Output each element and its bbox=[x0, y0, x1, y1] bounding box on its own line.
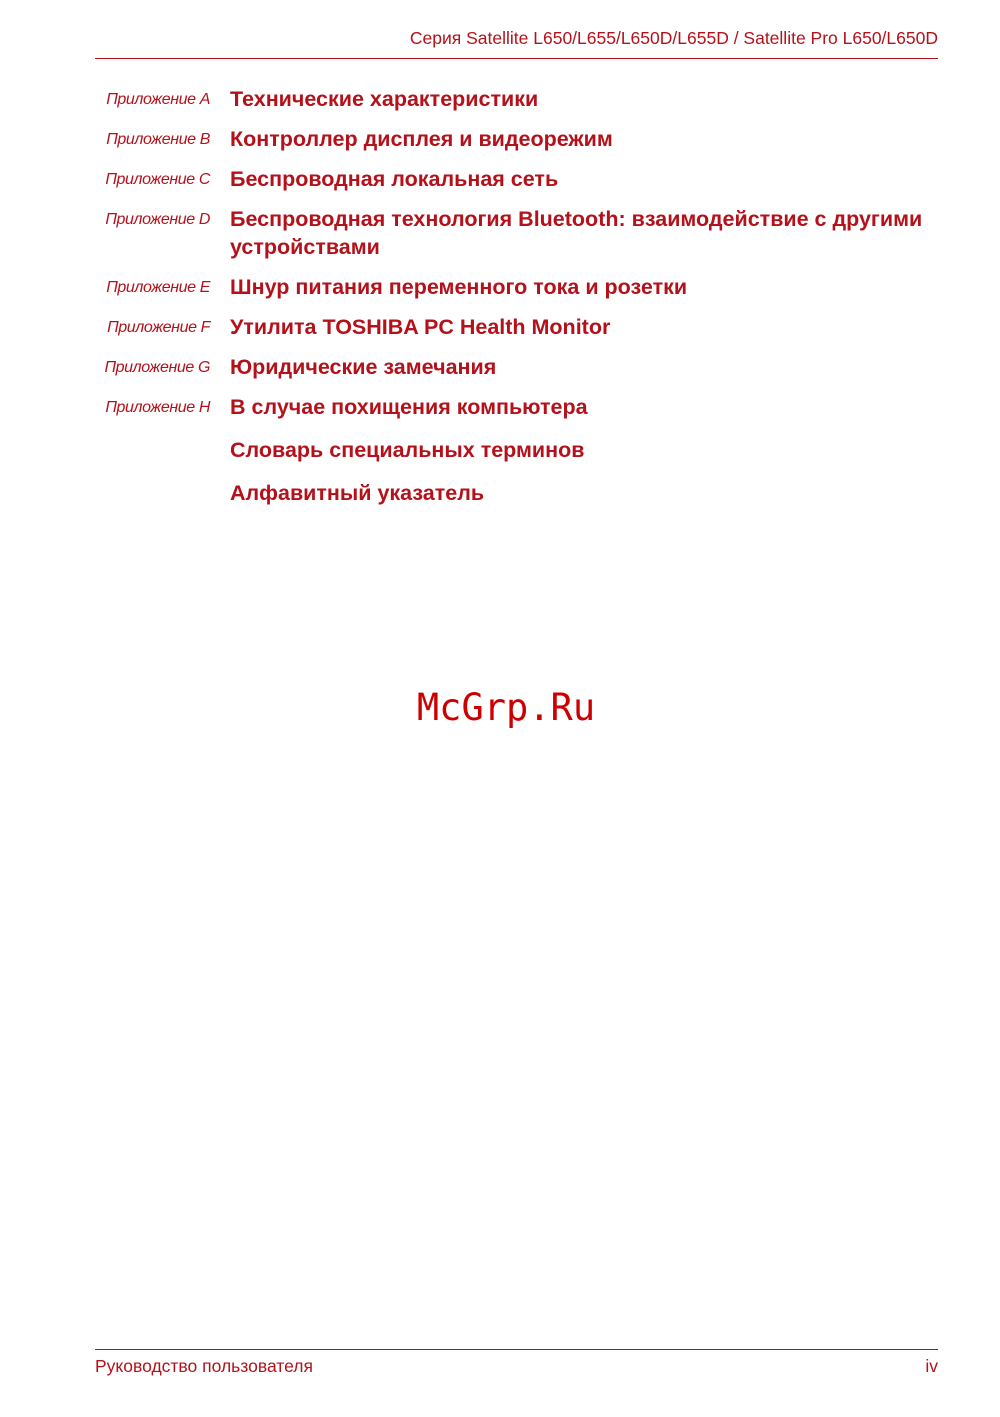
toc-entry-label: Приложение B bbox=[106, 131, 210, 148]
toc-entry-appendix-f[interactable] bbox=[95, 313, 938, 353]
toc-entry-appendix-h[interactable] bbox=[95, 393, 938, 436]
toc-entry-title[interactable]: Утилита TOSHIBA PC Health Monitor bbox=[230, 315, 611, 339]
header-title: Серия Satellite L650/L655/L650D/L655D / Satellite Pro L650/L650D bbox=[409, 28, 938, 48]
footer-manual-title: Руководство пользователя bbox=[95, 1356, 313, 1376]
watermark: McGrp.Ru bbox=[416, 686, 596, 729]
toc-entry-label: Приложение E bbox=[106, 279, 210, 296]
table-of-contents bbox=[95, 85, 938, 519]
toc-entry-title[interactable]: Словарь специальных терминов bbox=[230, 438, 585, 462]
toc-entry-label: Приложение H bbox=[105, 399, 210, 416]
toc-entry-label: Приложение D bbox=[105, 211, 210, 228]
toc-entry-label: Приложение F bbox=[107, 319, 210, 336]
toc-entry-appendix-a[interactable] bbox=[95, 85, 938, 125]
toc-entry-index[interactable] bbox=[95, 479, 938, 519]
page-header bbox=[95, 26, 938, 59]
toc-entry-title[interactable]: Алфавитный указатель bbox=[230, 481, 485, 505]
toc-entry-label: Приложение G bbox=[104, 359, 210, 376]
toc-entry-appendix-c[interactable] bbox=[95, 165, 938, 205]
toc-entry-title[interactable]: Беспроводная локальная сеть bbox=[230, 167, 559, 191]
page-number: iv bbox=[925, 1356, 938, 1376]
page-footer bbox=[95, 1349, 938, 1376]
toc-entry-title[interactable]: Контроллер дисплея и видеорежим bbox=[230, 127, 613, 151]
toc-entry-title[interactable]: В случае похищения компьютера bbox=[230, 395, 588, 419]
toc-entry-title[interactable]: Юридические замечания bbox=[230, 355, 497, 379]
toc-entry-label: Приложение C bbox=[105, 171, 210, 188]
toc-entry-appendix-b[interactable] bbox=[95, 125, 938, 165]
toc-entry-title[interactable]: Технические характеристики bbox=[230, 87, 539, 111]
toc-entry-title[interactable]: Беспроводная технология Bluetooth: взаимодействие с другими устройствами bbox=[230, 207, 923, 259]
toc-entry-label: Приложение A bbox=[106, 91, 210, 108]
toc-entry-glossary[interactable] bbox=[95, 436, 938, 479]
toc-entry-title[interactable]: Шнур питания переменного тока и розетки bbox=[230, 275, 688, 299]
toc-entry-appendix-d[interactable] bbox=[95, 205, 938, 273]
toc-entry-appendix-g[interactable] bbox=[95, 353, 938, 393]
toc-entry-appendix-e[interactable] bbox=[95, 273, 938, 313]
